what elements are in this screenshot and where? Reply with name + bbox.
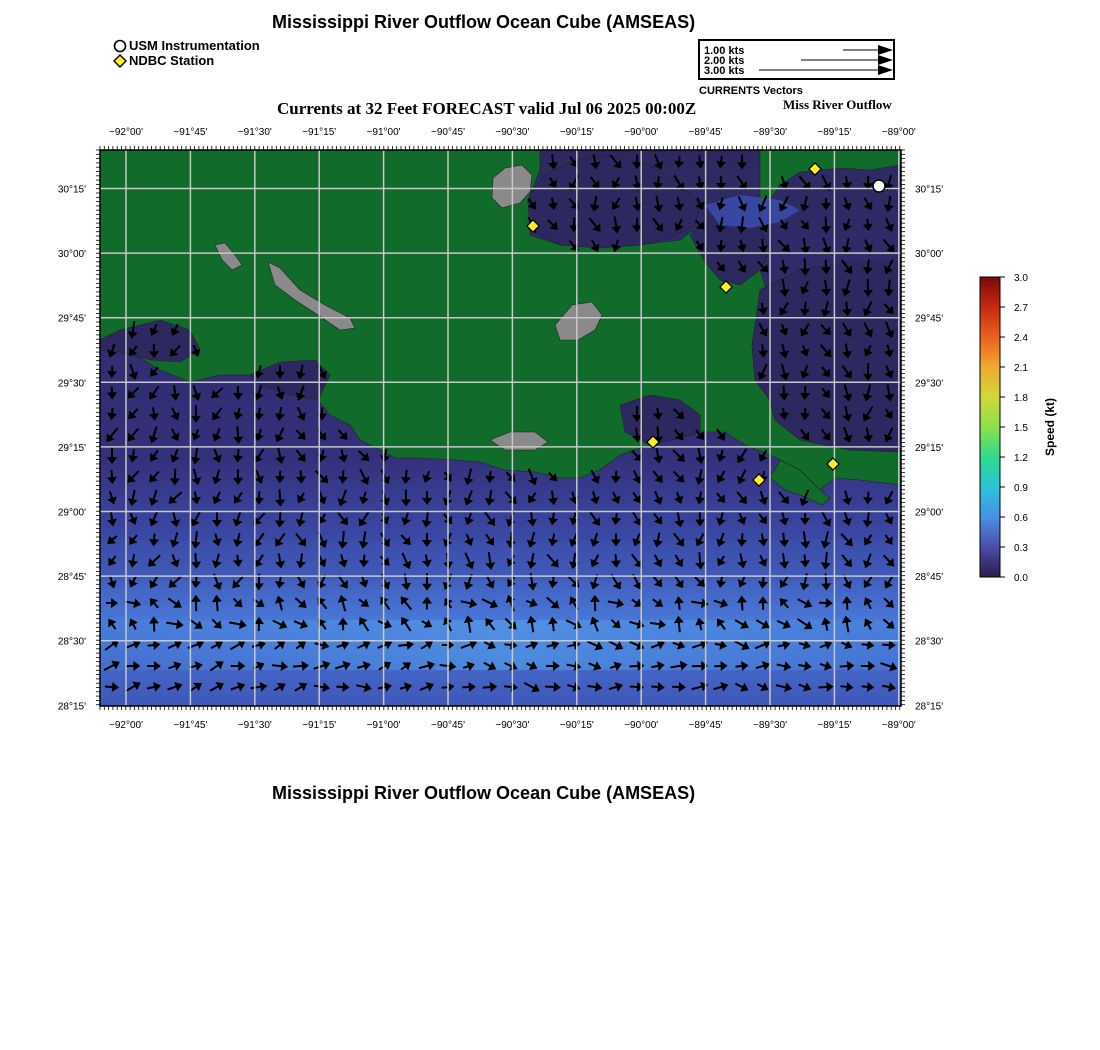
lat-tick-label: 30°00' [57, 249, 86, 261]
lat-tick-label: 28°45' [915, 572, 944, 584]
vector-key-3: 3.00 kts [704, 65, 745, 77]
lon-tick-label: −89°45' [688, 127, 723, 138]
lon-tick-label: −90°45' [431, 720, 465, 731]
colorbar-tick-label: 0.9 [1014, 483, 1028, 494]
lat-tick-label: 29°45' [57, 313, 86, 325]
lon-tick-label: −89°45' [688, 720, 723, 731]
map-title-bottom: Mississippi River Outflow Ocean Cube (AMSEAS) [272, 783, 696, 803]
lat-tick-label: 30°00' [915, 249, 944, 261]
lat-tick-label: 29°00' [915, 507, 944, 519]
lon-tick-label: −90°30' [495, 720, 530, 731]
map-subtitle: Currents at 32 Feet FORECAST valid Jul 06 2025 00:00Z [277, 99, 697, 118]
lat-tick-label: 29°30' [57, 378, 86, 390]
colorbar [970, 268, 1070, 588]
lon-tick-label: −90°45' [431, 127, 465, 138]
lon-tick-label: −89°15' [817, 127, 852, 138]
lon-tick-label: −90°15' [559, 127, 594, 138]
lat-tick-label: 28°15' [915, 701, 944, 713]
lat-tick-label: 28°45' [57, 572, 86, 584]
lon-labels-bottom [109, 720, 916, 731]
lon-labels-top [109, 127, 916, 138]
lon-tick-label: −89°30' [753, 127, 787, 138]
legend-usm-label: USM Instrumentation [129, 38, 260, 53]
colorbar-ticks [1000, 273, 1028, 584]
legend-ndbc-label: NDBC Station [129, 53, 215, 68]
mid-current-band [100, 540, 901, 580]
map-title: Mississippi River Outflow Ocean Cube (AMSEAS) [272, 12, 696, 32]
lon-tick-label: −89°00' [881, 127, 916, 138]
lon-tick-label: −91°15' [302, 720, 337, 731]
lon-tick-label: −89°00' [881, 720, 916, 731]
lon-tick-label: −89°30' [753, 720, 787, 731]
lon-tick-label: −91°30' [237, 720, 272, 731]
lon-tick-label: −90°15' [559, 720, 594, 731]
colorbar-tick-label: 3.0 [1014, 273, 1028, 284]
region-label: Miss River Outflow [783, 97, 892, 112]
lat-tick-label: 28°30' [915, 636, 944, 648]
lat-tick-label: 29°15' [915, 442, 944, 454]
colorbar-tick-label: 0.3 [1014, 543, 1028, 554]
vector-key-2: 2.00 kts [704, 55, 745, 67]
lat-tick-label: 28°15' [57, 701, 86, 713]
lon-tick-label: −91°45' [173, 720, 208, 731]
lat-labels-left [58, 185, 86, 713]
lon-tick-label: −92°00' [109, 720, 143, 731]
lon-tick-label: −91°45' [173, 127, 208, 138]
colorbar-scale [980, 277, 1000, 577]
lat-tick-label: 30°15' [57, 184, 86, 196]
lon-tick-label: −90°00' [624, 720, 659, 731]
colorbar-tick-label: 0.0 [1014, 573, 1028, 584]
lat-tick-label: 30°15' [915, 184, 944, 196]
lat-tick-label: 29°45' [915, 313, 944, 325]
lon-tick-label: −89°15' [817, 720, 852, 731]
lat-labels-right [915, 185, 943, 713]
colorbar-tick-label: 0.6 [1014, 513, 1028, 524]
colorbar-tick-label: 2.4 [1014, 333, 1028, 344]
lon-tick-label: −91°00' [366, 127, 401, 138]
colorbar-label: Speed (kt) [1043, 397, 1057, 457]
lat-tick-label: 29°30' [915, 378, 944, 390]
colorbar-tick-label: 2.1 [1014, 363, 1028, 374]
lon-tick-label: −91°00' [366, 720, 401, 731]
lat-tick-label: 29°15' [57, 442, 86, 454]
vector-key-1: 1.00 kts [704, 45, 745, 57]
lon-tick-label: −90°30' [495, 127, 530, 138]
colorbar-tick-label: 1.8 [1014, 393, 1028, 404]
colorbar-tick-label: 1.2 [1014, 453, 1028, 464]
lon-tick-label: −91°30' [237, 127, 272, 138]
lon-tick-label: −90°00' [624, 127, 659, 138]
colorbar-tick-label: 1.5 [1014, 423, 1028, 434]
lat-tick-label: 29°00' [57, 507, 86, 519]
vector-key-title: CURRENTS Vectors [699, 85, 803, 97]
lon-tick-label: −92°00' [109, 127, 143, 138]
lon-tick-label: −91°15' [302, 127, 337, 138]
colorbar-tick-label: 2.7 [1014, 303, 1028, 314]
usm-station-marker[interactable] [873, 180, 885, 192]
lat-tick-label: 28°30' [57, 636, 86, 648]
